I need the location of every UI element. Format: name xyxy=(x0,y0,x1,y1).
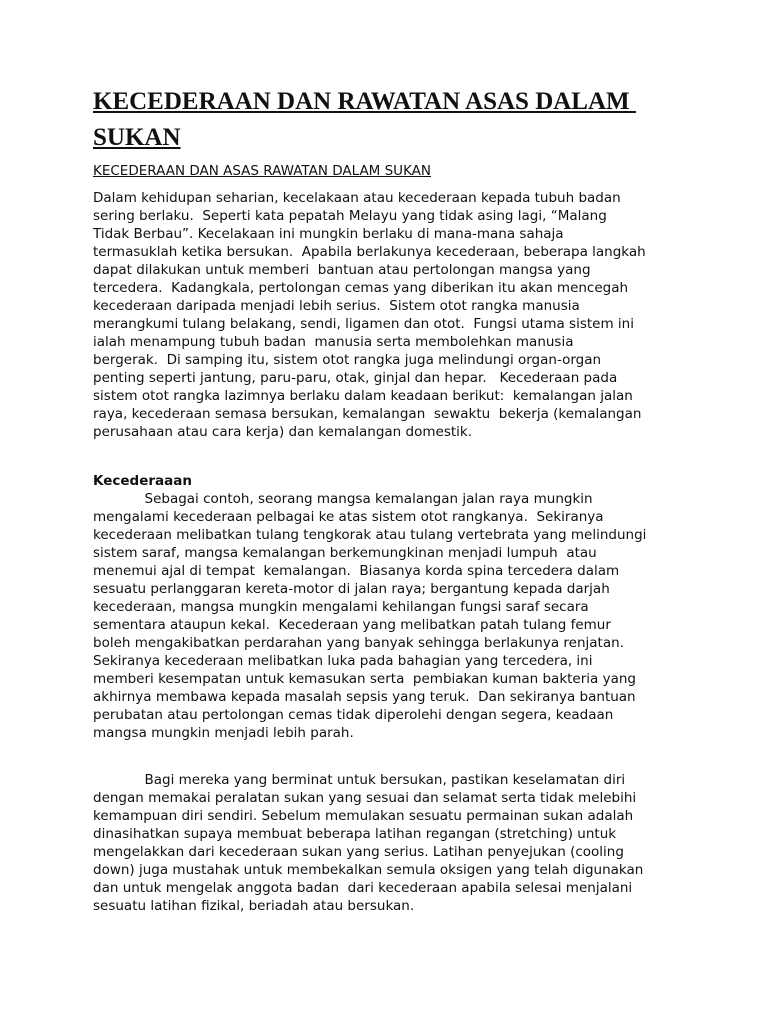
paragraph-line: boleh mengakibatkan perdarahan yang banyak sehingga berlakunya renjatan. xyxy=(93,635,624,651)
document-subtitle: KECEDERAAN DAN ASAS RAWATAN DALAM SUKAN xyxy=(93,163,432,179)
paragraph-line: sesuatu perlanggaran kereta-motor di jalan raya; bergantung kepada darjah xyxy=(93,581,610,597)
paragraph-line: akhirnya membawa kepada masalah sepsis yang teruk. Dan sekiranya bantuan xyxy=(93,689,636,705)
paragraph-line: mangsa mungkin menjadi lebih parah. xyxy=(93,725,354,741)
paragraph-line: Sekiranya kecederaan melibatkan luka pada bahagian yang tercedera, ini xyxy=(93,653,593,669)
paragraph-line: bergerak. Di samping itu, sistem otot rangka juga melindungi organ-organ xyxy=(93,352,602,368)
paragraph-introduction xyxy=(93,189,646,441)
paragraph-line: Bagi mereka yang berminat untuk bersukan, pastikan keselamatan diri xyxy=(93,772,626,788)
paragraph-line: penting seperti jantung, paru-paru, otak, ginjal dan hepar. Kecederaan pada xyxy=(93,370,618,386)
paragraph-line: Dalam kehidupan seharian, kecelakaan atau kecederaan kepada tubuh badan xyxy=(93,190,621,206)
paragraph-line: sistem saraf, mangsa kemalangan berkemungkinan menjadi lumpuh atau xyxy=(93,545,597,561)
paragraph-advice xyxy=(93,771,643,915)
paragraph-line: Sebagai contoh, seorang mangsa kemalangan jalan raya mungkin xyxy=(93,491,593,507)
paragraph-line: kecederaan daripada menjadi lebih serius. Sistem otot rangka manusia xyxy=(93,298,580,314)
paragraph-line: menemui ajal di tempat kemalangan. Biasanya korda spina tercedera dalam xyxy=(93,563,620,579)
paragraph-line: kemampuan diri sendiri. Sebelum memulakan sesuatu permainan sukan adalah xyxy=(93,808,634,824)
paragraph-line: memberi kesempatan untuk kemasukan serta pembiakan kuman bakteria yang xyxy=(93,671,636,687)
paragraph-line: kecederaan melibatkan tulang tengkorak atau tulang vertebrata yang melindungi xyxy=(93,527,647,543)
paragraph-line: perusahaan atau cara kerja) dan kemalangan domestik. xyxy=(93,424,473,440)
paragraph-line: termasuklah ketika bersukan. Apabila berlakunya kecederaan, beberapa langkah xyxy=(93,244,646,260)
paragraph-line: kecederaan, mangsa mungkin mengalami kehilangan fungsi saraf secara xyxy=(93,599,589,615)
paragraph-line: mengalami kecederaan pelbagai ke atas sistem otot rangkanya. Sekiranya xyxy=(93,509,604,525)
section-heading: Kecederaaan xyxy=(93,473,192,489)
paragraph-line: sering berlaku. Seperti kata pepatah Melayu yang tidak asing lagi, “Malang xyxy=(93,208,607,224)
paragraph-line: sesuatu latihan fizikal, beriadah atau bersukan. xyxy=(93,898,415,914)
paragraph-line: sementara ataupun kekal. Kecederaan yang melibatkan patah tulang femur xyxy=(93,617,611,633)
paragraph-line: dengan memakai peralatan sukan yang sesuai dan selamat serta tidak melebihi xyxy=(93,790,637,806)
paragraph-line: tercedera. Kadangkala, pertolongan cemas yang diberikan itu akan mencegah xyxy=(93,280,629,296)
paragraph-line: dapat dilakukan untuk memberi bantuan atau pertolongan mangsa yang xyxy=(93,262,591,278)
paragraph-line: mengelakkan dari kecederaan sukan yang serius. Latihan penyejukan (cooling xyxy=(93,844,624,860)
paragraph-line: sistem otot rangka lazimnya berlaku dalam keadaan berikut: kemalangan jalan xyxy=(93,388,633,404)
paragraph-line: dinasihatkan supaya membuat beberapa latihan regangan (stretching) untuk xyxy=(93,826,617,842)
document-title: KECEDERAAN DAN RAWATAN ASAS DALAM SUKAN xyxy=(93,88,636,151)
paragraph-line: perubatan atau pertolongan cemas tidak diperolehi dengan segera, keadaan xyxy=(93,707,614,723)
paragraph-line: Tidak Berbau”. Kecelakaan ini mungkin berlaku di mana-mana sahaja xyxy=(93,226,564,242)
paragraph-example xyxy=(93,490,646,742)
paragraph-line: merangkumi tulang belakang, sendi, ligamen dan otot. Fungsi utama sistem ini xyxy=(93,316,634,332)
paragraph-line: down) juga mustahak untuk membekalkan semula oksigen yang telah digunakan xyxy=(93,862,644,878)
paragraph-line: ialah menampung tubuh badan manusia serta membolehkan manusia xyxy=(93,334,574,350)
paragraph-line: raya, kecederaan semasa bersukan, kemalangan sewaktu bekerja (kemalangan xyxy=(93,406,642,422)
paragraph-line: dan untuk mengelak anggota badan dari kecederaan apabila selesai menjalani xyxy=(93,880,633,896)
